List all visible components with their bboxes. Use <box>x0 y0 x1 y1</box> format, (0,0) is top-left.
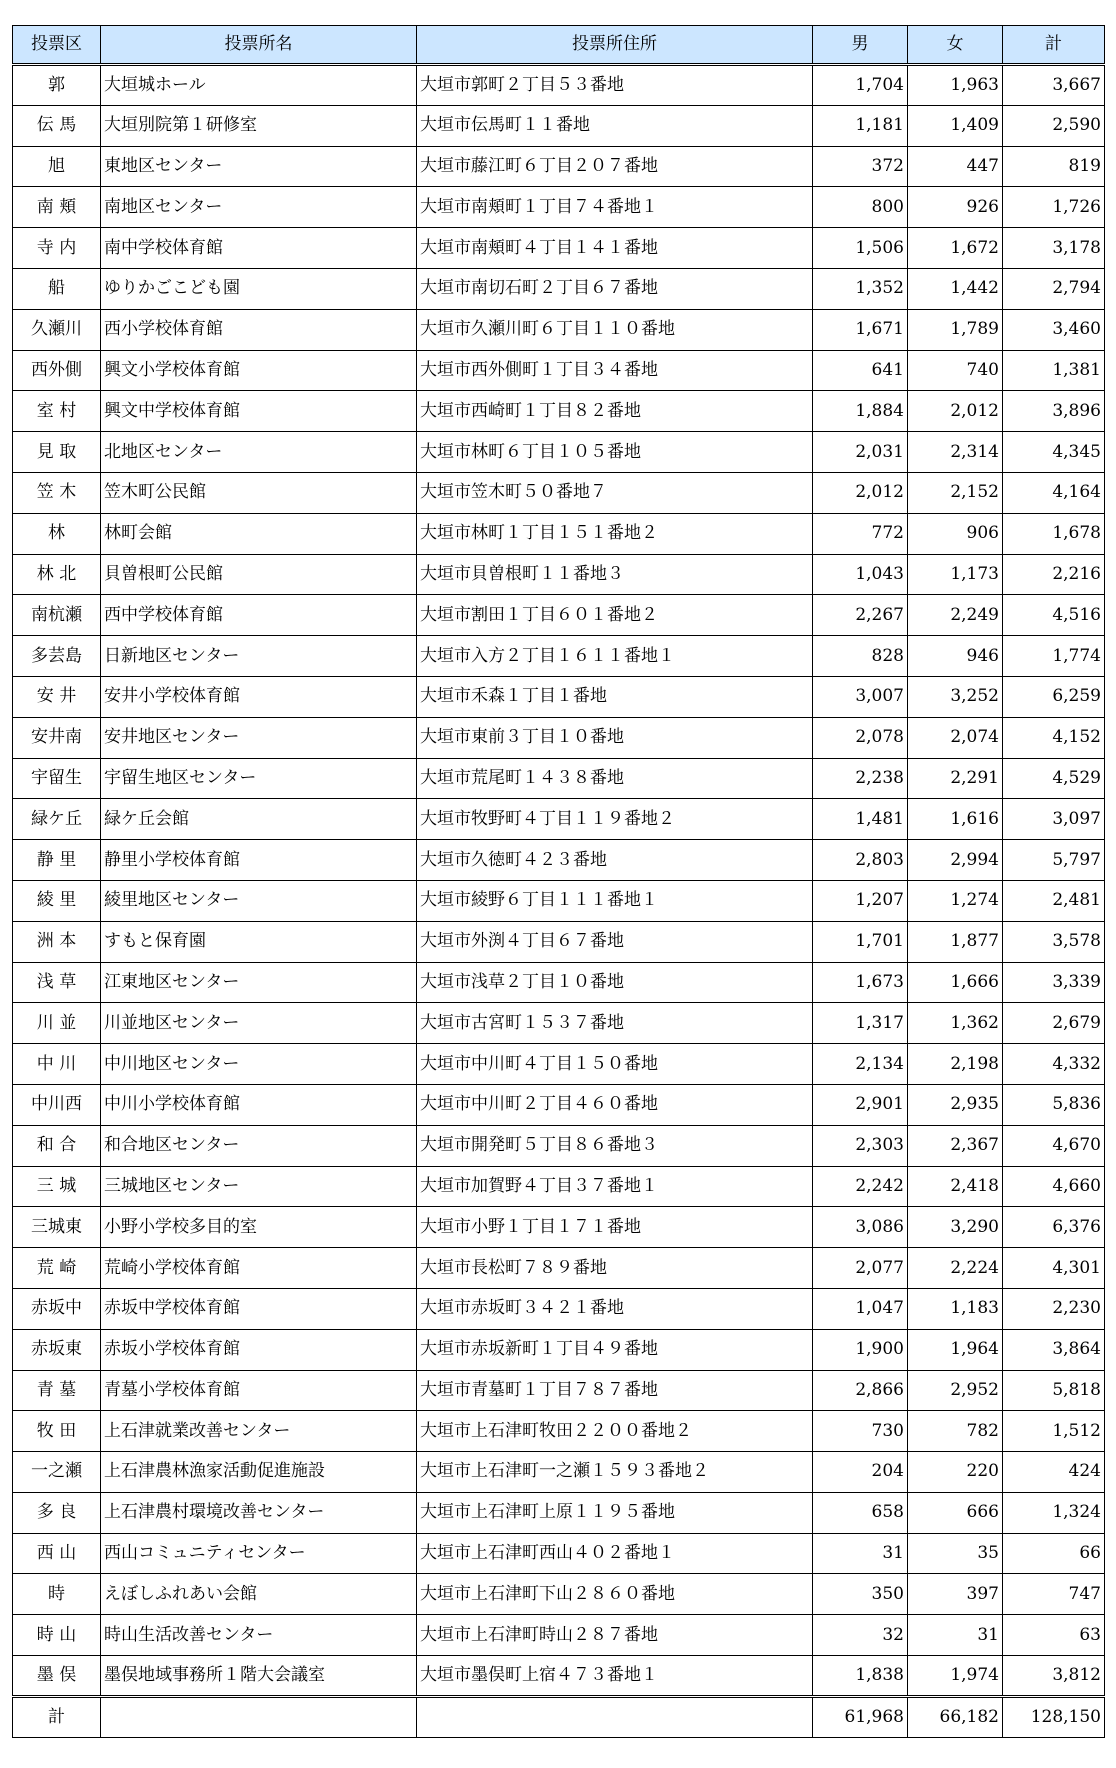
cell-female: 220 <box>908 1452 1003 1493</box>
table-row <box>13 1166 1105 1207</box>
cell-female: 740 <box>908 350 1003 391</box>
cell-male: 350 <box>813 1574 908 1615</box>
cell-total: 6,376 <box>1003 1207 1105 1248</box>
cell-district: 浅 草 <box>13 962 101 1003</box>
cell-district: 墨 俣 <box>13 1656 101 1697</box>
cell-total: 424 <box>1003 1452 1105 1493</box>
table-row <box>13 1615 1105 1656</box>
cell-district: 南 頬 <box>13 187 101 228</box>
cell-male: 828 <box>813 636 908 677</box>
table-row <box>13 1207 1105 1248</box>
cell-total: 3,864 <box>1003 1329 1105 1370</box>
cell-total: 1,324 <box>1003 1492 1105 1533</box>
cell-district: 綾 里 <box>13 880 101 921</box>
table-row <box>13 309 1105 350</box>
cell-station-address: 大垣市古宮町１５３７番地 <box>417 1003 813 1044</box>
cell-female: 1,173 <box>908 554 1003 595</box>
cell-district: 多 良 <box>13 1492 101 1533</box>
cell-district: 三 城 <box>13 1166 101 1207</box>
cell-station-name: 安井地区センター <box>101 717 417 758</box>
cell-district: 伝 馬 <box>13 105 101 146</box>
cell-district: 安 井 <box>13 676 101 717</box>
cell-male: 2,303 <box>813 1125 908 1166</box>
total-empty-name <box>101 1696 417 1737</box>
cell-district: 中川西 <box>13 1084 101 1125</box>
cell-station-address: 大垣市西崎町１丁目８２番地 <box>417 391 813 432</box>
cell-station-address: 大垣市荒尾町１４３８番地 <box>417 758 813 799</box>
cell-total: 1,678 <box>1003 513 1105 554</box>
cell-total: 66 <box>1003 1533 1105 1574</box>
cell-male: 1,838 <box>813 1656 908 1697</box>
cell-district: 船 <box>13 268 101 309</box>
cell-total: 3,812 <box>1003 1656 1105 1697</box>
cell-male: 1,207 <box>813 880 908 921</box>
cell-total: 63 <box>1003 1615 1105 1656</box>
cell-female: 3,252 <box>908 676 1003 717</box>
cell-station-name: 墨俣地域事務所１階大会議室 <box>101 1656 417 1697</box>
cell-male: 2,901 <box>813 1084 908 1125</box>
cell-station-address: 大垣市青墓町１丁目７８７番地 <box>417 1370 813 1411</box>
cell-total: 3,097 <box>1003 799 1105 840</box>
cell-total: 3,178 <box>1003 228 1105 269</box>
cell-male: 1,673 <box>813 962 908 1003</box>
total-row <box>13 1696 1105 1737</box>
table-row <box>13 1656 1105 1697</box>
cell-male: 658 <box>813 1492 908 1533</box>
cell-female: 1,666 <box>908 962 1003 1003</box>
cell-total: 2,230 <box>1003 1288 1105 1329</box>
cell-female: 2,314 <box>908 432 1003 473</box>
cell-district: 牧 田 <box>13 1411 101 1452</box>
cell-station-name: 荒崎小学校体育館 <box>101 1248 417 1289</box>
cell-total: 2,590 <box>1003 105 1105 146</box>
cell-female: 1,362 <box>908 1003 1003 1044</box>
cell-station-name: ゆりかごこども園 <box>101 268 417 309</box>
cell-male: 730 <box>813 1411 908 1452</box>
cell-total: 3,339 <box>1003 962 1105 1003</box>
cell-female: 1,616 <box>908 799 1003 840</box>
cell-station-address: 大垣市赤坂町３４２１番地 <box>417 1288 813 1329</box>
cell-male: 2,803 <box>813 840 908 881</box>
cell-district: 郭 <box>13 65 101 106</box>
cell-station-address: 大垣市上石津町西山４０２番地１ <box>417 1533 813 1574</box>
cell-district: 川 並 <box>13 1003 101 1044</box>
cell-male: 1,701 <box>813 921 908 962</box>
table-row <box>13 595 1105 636</box>
table-row <box>13 1329 1105 1370</box>
cell-station-address: 大垣市禾森１丁目１番地 <box>417 676 813 717</box>
cell-male: 772 <box>813 513 908 554</box>
cell-station-address: 大垣市浅草２丁目１０番地 <box>417 962 813 1003</box>
cell-station-name: 興文中学校体育館 <box>101 391 417 432</box>
cell-male: 1,671 <box>813 309 908 350</box>
table-row <box>13 1492 1105 1533</box>
cell-total: 2,481 <box>1003 880 1105 921</box>
cell-station-address: 大垣市藤江町６丁目２０７番地 <box>417 146 813 187</box>
cell-station-name: 緑ケ丘会館 <box>101 799 417 840</box>
cell-female: 35 <box>908 1533 1003 1574</box>
table-row <box>13 105 1105 146</box>
header-total: 計 <box>1003 26 1105 65</box>
cell-station-name: 小野小学校多目的室 <box>101 1207 417 1248</box>
cell-district: 一之瀬 <box>13 1452 101 1493</box>
cell-male: 1,043 <box>813 554 908 595</box>
cell-station-name: 林町会館 <box>101 513 417 554</box>
cell-district: 室 村 <box>13 391 101 432</box>
table-row <box>13 1084 1105 1125</box>
cell-district: 西 山 <box>13 1533 101 1574</box>
cell-station-address: 大垣市久徳町４２３番地 <box>417 840 813 881</box>
cell-male: 1,181 <box>813 105 908 146</box>
cell-district: 静 里 <box>13 840 101 881</box>
cell-station-name: 静里小学校体育館 <box>101 840 417 881</box>
table-row <box>13 65 1105 106</box>
cell-male: 1,506 <box>813 228 908 269</box>
cell-female: 2,952 <box>908 1370 1003 1411</box>
cell-district: 宇留生 <box>13 758 101 799</box>
cell-female: 666 <box>908 1492 1003 1533</box>
cell-station-name: えぼしふれあい会館 <box>101 1574 417 1615</box>
total-male: 61,968 <box>813 1696 908 1737</box>
table-row <box>13 513 1105 554</box>
cell-female: 2,012 <box>908 391 1003 432</box>
cell-total: 3,667 <box>1003 65 1105 106</box>
cell-station-address: 大垣市牧野町４丁目１１９番地２ <box>417 799 813 840</box>
cell-station-address: 大垣市中川町２丁目４６０番地 <box>417 1084 813 1125</box>
table-row <box>13 554 1105 595</box>
table-row <box>13 1044 1105 1085</box>
cell-station-address: 大垣市郭町２丁目５３番地 <box>417 65 813 106</box>
cell-station-address: 大垣市伝馬町１１番地 <box>417 105 813 146</box>
table-row <box>13 1452 1105 1493</box>
cell-female: 2,291 <box>908 758 1003 799</box>
cell-male: 1,900 <box>813 1329 908 1370</box>
cell-female: 3,290 <box>908 1207 1003 1248</box>
cell-female: 926 <box>908 187 1003 228</box>
cell-station-name: 興文小学校体育館 <box>101 350 417 391</box>
cell-district: 林 <box>13 513 101 554</box>
polling-station-table <box>12 25 1105 1738</box>
cell-station-address: 大垣市林町６丁目１０５番地 <box>417 432 813 473</box>
cell-station-address: 大垣市小野１丁目１７１番地 <box>417 1207 813 1248</box>
table-row <box>13 1574 1105 1615</box>
cell-male: 1,352 <box>813 268 908 309</box>
cell-station-name: 大垣城ホール <box>101 65 417 106</box>
cell-station-address: 大垣市外渕４丁目６７番地 <box>417 921 813 962</box>
cell-female: 2,074 <box>908 717 1003 758</box>
cell-female: 2,152 <box>908 472 1003 513</box>
cell-female: 2,935 <box>908 1084 1003 1125</box>
cell-station-name: 西山コミュニティセンター <box>101 1533 417 1574</box>
table-row <box>13 676 1105 717</box>
cell-female: 1,789 <box>908 309 1003 350</box>
cell-district: 赤坂東 <box>13 1329 101 1370</box>
cell-female: 1,274 <box>908 880 1003 921</box>
cell-male: 2,012 <box>813 472 908 513</box>
cell-total: 3,460 <box>1003 309 1105 350</box>
cell-station-name: 笠木町公民館 <box>101 472 417 513</box>
cell-male: 204 <box>813 1452 908 1493</box>
cell-male: 2,267 <box>813 595 908 636</box>
cell-district: 林 北 <box>13 554 101 595</box>
table-row <box>13 880 1105 921</box>
cell-district: 時 山 <box>13 1615 101 1656</box>
header-female: 女 <box>908 26 1003 65</box>
cell-female: 2,994 <box>908 840 1003 881</box>
cell-district: 青 墓 <box>13 1370 101 1411</box>
table-row <box>13 228 1105 269</box>
cell-total: 1,512 <box>1003 1411 1105 1452</box>
cell-female: 2,249 <box>908 595 1003 636</box>
cell-station-name: すもと保育園 <box>101 921 417 962</box>
cell-station-address: 大垣市東前３丁目１０番地 <box>417 717 813 758</box>
cell-station-address: 大垣市貝曽根町１１番地３ <box>417 554 813 595</box>
cell-female: 2,198 <box>908 1044 1003 1085</box>
cell-total: 5,797 <box>1003 840 1105 881</box>
table-row <box>13 1003 1105 1044</box>
header-station-name: 投票所名 <box>101 26 417 65</box>
table-row <box>13 187 1105 228</box>
table-row <box>13 962 1105 1003</box>
cell-total: 4,152 <box>1003 717 1105 758</box>
cell-station-name: 日新地区センター <box>101 636 417 677</box>
table-row <box>13 1411 1105 1452</box>
cell-station-name: 上石津農林漁家活動促進施設 <box>101 1452 417 1493</box>
cell-total: 2,679 <box>1003 1003 1105 1044</box>
cell-total: 4,529 <box>1003 758 1105 799</box>
total-empty-address <box>417 1696 813 1737</box>
cell-station-address: 大垣市赤坂新町１丁目４９番地 <box>417 1329 813 1370</box>
header-district: 投票区 <box>13 26 101 65</box>
cell-district: 笠 木 <box>13 472 101 513</box>
cell-district: 西外側 <box>13 350 101 391</box>
cell-district: 見 取 <box>13 432 101 473</box>
table-row <box>13 1288 1105 1329</box>
cell-total: 5,836 <box>1003 1084 1105 1125</box>
cell-district: 久瀬川 <box>13 309 101 350</box>
cell-station-name: 赤坂小学校体育館 <box>101 1329 417 1370</box>
cell-district: 赤坂中 <box>13 1288 101 1329</box>
cell-station-name: 赤坂中学校体育館 <box>101 1288 417 1329</box>
cell-station-address: 大垣市上石津町下山２８６０番地 <box>417 1574 813 1615</box>
cell-station-address: 大垣市中川町４丁目１５０番地 <box>417 1044 813 1085</box>
cell-station-name: 上石津農村環境改善センター <box>101 1492 417 1533</box>
cell-station-address: 大垣市久瀬川町６丁目１１０番地 <box>417 309 813 350</box>
cell-male: 3,007 <box>813 676 908 717</box>
table-row <box>13 350 1105 391</box>
cell-station-name: 東地区センター <box>101 146 417 187</box>
cell-female: 31 <box>908 1615 1003 1656</box>
cell-station-name: 大垣別院第１研修室 <box>101 105 417 146</box>
cell-total: 3,896 <box>1003 391 1105 432</box>
cell-station-name: 江東地区センター <box>101 962 417 1003</box>
cell-station-address: 大垣市上石津町牧田２２００番地２ <box>417 1411 813 1452</box>
table-row <box>13 921 1105 962</box>
cell-total: 6,259 <box>1003 676 1105 717</box>
cell-total: 4,516 <box>1003 595 1105 636</box>
table-row <box>13 268 1105 309</box>
cell-total: 3,578 <box>1003 921 1105 962</box>
cell-station-name: 南中学校体育館 <box>101 228 417 269</box>
cell-male: 2,238 <box>813 758 908 799</box>
cell-total: 4,670 <box>1003 1125 1105 1166</box>
cell-station-name: 西小学校体育館 <box>101 309 417 350</box>
cell-station-address: 大垣市割田１丁目６０１番地２ <box>417 595 813 636</box>
cell-district: 旭 <box>13 146 101 187</box>
cell-station-name: 北地区センター <box>101 432 417 473</box>
cell-male: 2,134 <box>813 1044 908 1085</box>
cell-station-address: 大垣市入方２丁目１６１１番地１ <box>417 636 813 677</box>
cell-total: 2,216 <box>1003 554 1105 595</box>
table-row <box>13 1533 1105 1574</box>
cell-total: 4,301 <box>1003 1248 1105 1289</box>
cell-total: 819 <box>1003 146 1105 187</box>
cell-male: 2,077 <box>813 1248 908 1289</box>
cell-total: 747 <box>1003 1574 1105 1615</box>
table-row <box>13 758 1105 799</box>
cell-male: 800 <box>813 187 908 228</box>
cell-female: 906 <box>908 513 1003 554</box>
cell-male: 2,078 <box>813 717 908 758</box>
cell-district: 時 <box>13 1574 101 1615</box>
cell-female: 1,877 <box>908 921 1003 962</box>
cell-male: 372 <box>813 146 908 187</box>
total-female: 66,182 <box>908 1696 1003 1737</box>
cell-station-address: 大垣市上石津町時山２８７番地 <box>417 1615 813 1656</box>
header-row <box>13 26 1105 65</box>
cell-district: 中 川 <box>13 1044 101 1085</box>
cell-station-name: 川並地区センター <box>101 1003 417 1044</box>
cell-female: 1,672 <box>908 228 1003 269</box>
table-row <box>13 391 1105 432</box>
cell-female: 2,367 <box>908 1125 1003 1166</box>
cell-male: 2,866 <box>813 1370 908 1411</box>
cell-district: 和 合 <box>13 1125 101 1166</box>
cell-station-name: 綾里地区センター <box>101 880 417 921</box>
cell-station-name: 中川小学校体育館 <box>101 1084 417 1125</box>
cell-total: 1,774 <box>1003 636 1105 677</box>
table-row <box>13 1125 1105 1166</box>
cell-total: 1,726 <box>1003 187 1105 228</box>
cell-district: 安井南 <box>13 717 101 758</box>
cell-station-name: 上石津就業改善センター <box>101 1411 417 1452</box>
table-row <box>13 840 1105 881</box>
cell-district: 荒 崎 <box>13 1248 101 1289</box>
table-row <box>13 717 1105 758</box>
cell-female: 2,418 <box>908 1166 1003 1207</box>
cell-station-name: 宇留生地区センター <box>101 758 417 799</box>
cell-station-name: 三城地区センター <box>101 1166 417 1207</box>
cell-district: 緑ケ丘 <box>13 799 101 840</box>
cell-male: 31 <box>813 1533 908 1574</box>
cell-station-address: 大垣市上石津町一之瀬１５９３番地２ <box>417 1452 813 1493</box>
header-male: 男 <box>813 26 908 65</box>
cell-station-address: 大垣市西外側町１丁目３４番地 <box>417 350 813 391</box>
table-row <box>13 472 1105 513</box>
cell-station-name: 青墓小学校体育館 <box>101 1370 417 1411</box>
cell-female: 782 <box>908 1411 1003 1452</box>
cell-district: 三城東 <box>13 1207 101 1248</box>
cell-station-name: 南地区センター <box>101 187 417 228</box>
cell-station-address: 大垣市墨俣町上宿４７３番地１ <box>417 1656 813 1697</box>
cell-district: 南杭瀬 <box>13 595 101 636</box>
cell-station-address: 大垣市長松町７８９番地 <box>417 1248 813 1289</box>
cell-total: 4,660 <box>1003 1166 1105 1207</box>
cell-female: 1,963 <box>908 65 1003 106</box>
cell-male: 1,317 <box>813 1003 908 1044</box>
cell-district: 寺 内 <box>13 228 101 269</box>
cell-total: 4,164 <box>1003 472 1105 513</box>
cell-male: 1,481 <box>813 799 908 840</box>
cell-total: 1,381 <box>1003 350 1105 391</box>
cell-station-address: 大垣市加賀野４丁目３７番地１ <box>417 1166 813 1207</box>
total-sum: 128,150 <box>1003 1696 1105 1737</box>
cell-station-address: 大垣市南頬町１丁目７４番地１ <box>417 187 813 228</box>
cell-female: 2,224 <box>908 1248 1003 1289</box>
cell-total: 4,332 <box>1003 1044 1105 1085</box>
total-label: 計 <box>13 1696 101 1737</box>
cell-station-name: 中川地区センター <box>101 1044 417 1085</box>
cell-male: 1,047 <box>813 1288 908 1329</box>
cell-station-name: 安井小学校体育館 <box>101 676 417 717</box>
cell-male: 2,031 <box>813 432 908 473</box>
cell-station-name: 貝曽根町公民館 <box>101 554 417 595</box>
cell-total: 4,345 <box>1003 432 1105 473</box>
cell-district: 多芸島 <box>13 636 101 677</box>
cell-station-address: 大垣市綾野６丁目１１１番地１ <box>417 880 813 921</box>
cell-total: 5,818 <box>1003 1370 1105 1411</box>
cell-district: 洲 本 <box>13 921 101 962</box>
cell-station-name: 西中学校体育館 <box>101 595 417 636</box>
cell-male: 2,242 <box>813 1166 908 1207</box>
cell-female: 1,183 <box>908 1288 1003 1329</box>
table-row <box>13 1248 1105 1289</box>
table-row <box>13 1370 1105 1411</box>
table-row <box>13 432 1105 473</box>
cell-station-name: 和合地区センター <box>101 1125 417 1166</box>
cell-female: 447 <box>908 146 1003 187</box>
cell-male: 1,704 <box>813 65 908 106</box>
cell-male: 641 <box>813 350 908 391</box>
cell-total: 2,794 <box>1003 268 1105 309</box>
cell-female: 1,974 <box>908 1656 1003 1697</box>
cell-station-address: 大垣市笠木町５０番地７ <box>417 472 813 513</box>
cell-female: 1,409 <box>908 105 1003 146</box>
cell-male: 3,086 <box>813 1207 908 1248</box>
cell-female: 946 <box>908 636 1003 677</box>
cell-female: 1,964 <box>908 1329 1003 1370</box>
cell-station-address: 大垣市南頬町４丁目１４１番地 <box>417 228 813 269</box>
cell-female: 1,442 <box>908 268 1003 309</box>
cell-male: 1,884 <box>813 391 908 432</box>
table-row <box>13 636 1105 677</box>
cell-female: 397 <box>908 1574 1003 1615</box>
cell-station-address: 大垣市林町１丁目１５１番地２ <box>417 513 813 554</box>
table-row <box>13 799 1105 840</box>
table-row <box>13 146 1105 187</box>
cell-male: 32 <box>813 1615 908 1656</box>
cell-station-name: 時山生活改善センター <box>101 1615 417 1656</box>
cell-station-address: 大垣市開発町５丁目８６番地３ <box>417 1125 813 1166</box>
cell-station-address: 大垣市南切石町２丁目６７番地 <box>417 268 813 309</box>
cell-station-address: 大垣市上石津町上原１１９５番地 <box>417 1492 813 1533</box>
header-station-address: 投票所住所 <box>417 26 813 65</box>
